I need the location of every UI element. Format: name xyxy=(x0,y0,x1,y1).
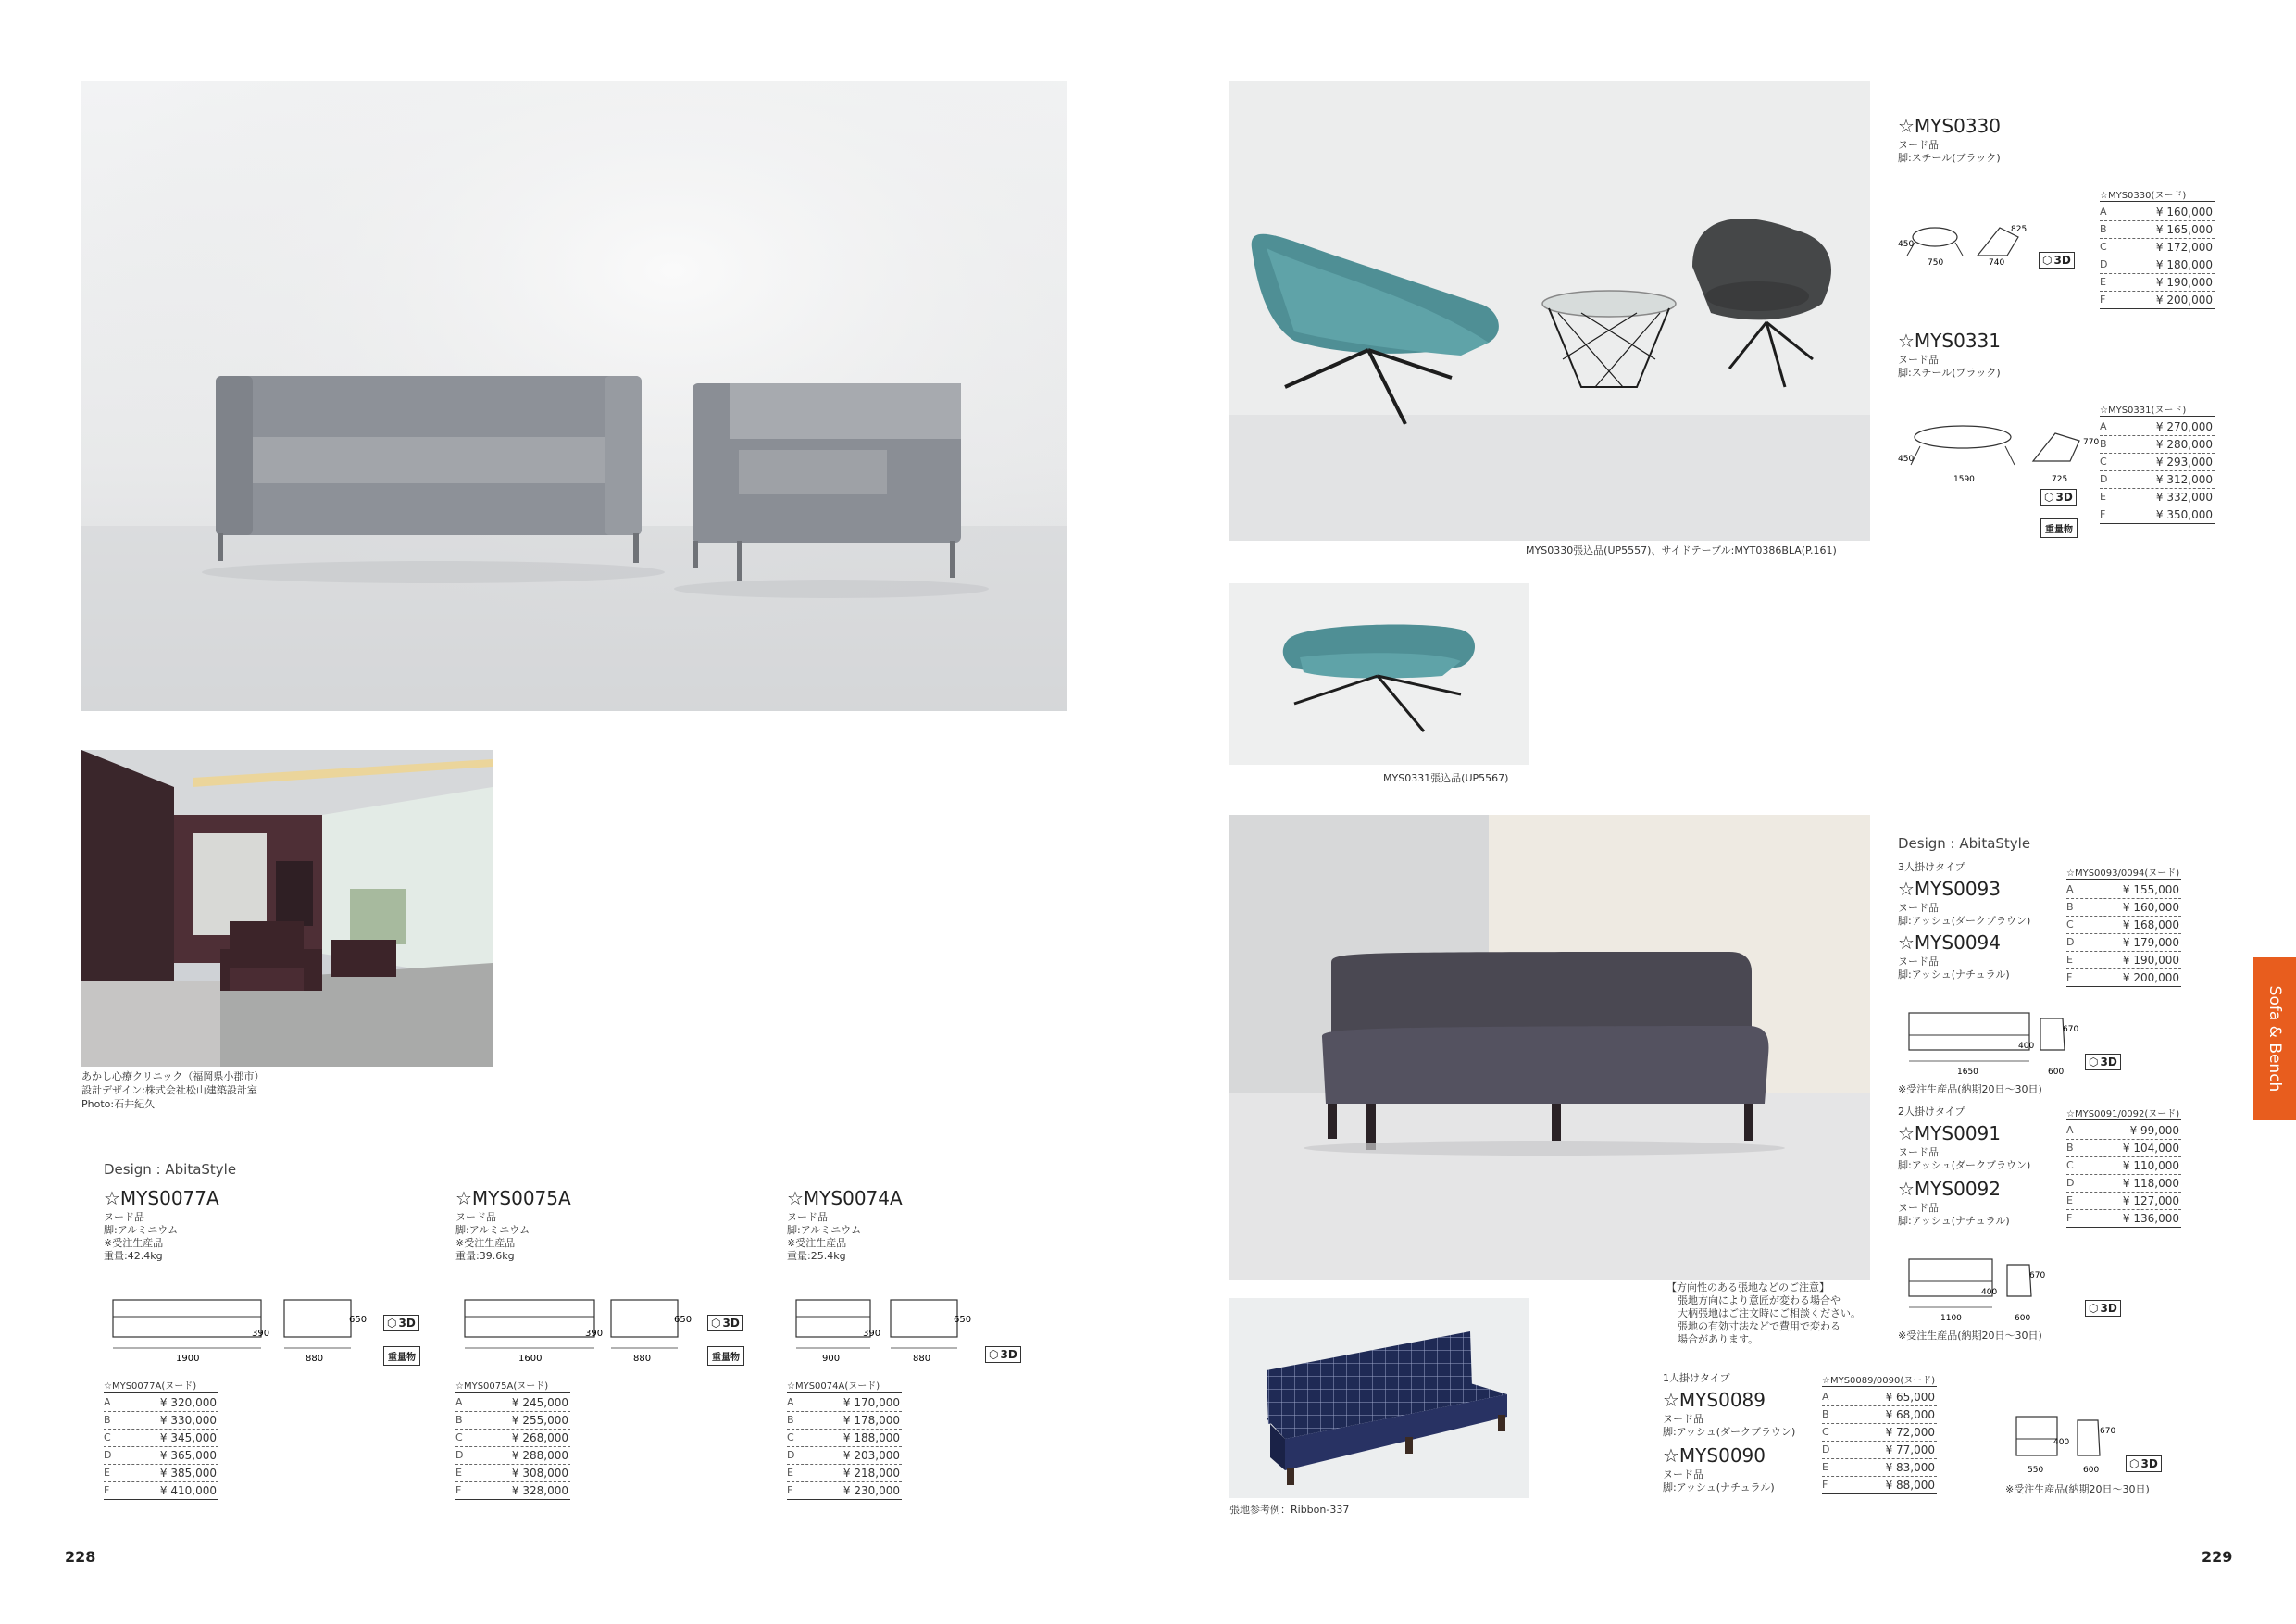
price: ¥ 136,000 xyxy=(2122,1212,2179,1225)
dimension-drawing-mys0077a xyxy=(104,1294,381,1368)
grade: A xyxy=(2066,1124,2074,1136)
price-table-header: ☆MYS0093/0094(ヌード) xyxy=(2066,865,2181,880)
dimension-drawing-mys0330 xyxy=(1898,219,2037,270)
clinic-caption xyxy=(81,1069,264,1111)
note-line: 脚:アッシュ(ダークブラウン) xyxy=(1663,1426,1796,1438)
grade: C xyxy=(2066,918,2074,931)
cube-icon: ⬡ xyxy=(2089,1302,2099,1315)
grade: F xyxy=(2066,971,2073,983)
grade: A xyxy=(104,1396,111,1408)
price: ¥ 230,000 xyxy=(842,1484,900,1497)
product-name-mys0092: ☆MYS0092 xyxy=(1898,1178,2001,1200)
price-table-mys0091-0092 xyxy=(2066,1106,2181,1228)
dim-height2: 825 xyxy=(2011,225,2028,234)
note-line: 大柄張地はご注文時にご相談ください。 xyxy=(1678,1307,1861,1319)
note-line: ヌード品 xyxy=(1898,956,1939,968)
note-line: ヌード品 xyxy=(1663,1413,1703,1425)
grade: F xyxy=(104,1484,110,1496)
note-line: 脚:アッシュ(ナチュラル) xyxy=(1898,968,2010,981)
dim-height2: 670 xyxy=(2100,1427,2116,1436)
price: ¥ 188,000 xyxy=(842,1431,900,1444)
price-table-header: ☆MYS0089/0090(ヌード) xyxy=(1822,1372,1937,1387)
heavy-badge-mys0077a: 重量物 xyxy=(383,1346,420,1366)
product-notes-mys0091 xyxy=(1898,1146,2030,1172)
note-line: 脚:アルミニウム xyxy=(104,1224,179,1236)
price: ¥ 168,000 xyxy=(2122,918,2179,931)
grade: F xyxy=(2066,1212,2073,1224)
price: ¥ 110,000 xyxy=(2122,1159,2179,1172)
price: ¥ 190,000 xyxy=(2155,276,2213,289)
product-name-mys0091: ☆MYS0091 xyxy=(1898,1122,2001,1144)
price-table-mys0089-0090 xyxy=(1822,1372,1937,1494)
product-name-mys0074a: ☆MYS0074A xyxy=(787,1187,903,1209)
product-name-mys0094: ☆MYS0094 xyxy=(1898,931,2001,954)
made-to-order-1seat: ※受注生産品(納期20日〜30日) xyxy=(2005,1483,2150,1495)
note-line: 脚:スチール(ブラック) xyxy=(1898,152,2001,164)
note-line: ヌード品 xyxy=(1663,1468,1703,1480)
price: ¥ 170,000 xyxy=(842,1396,900,1409)
grade: B xyxy=(104,1414,111,1426)
product-notes-mys0090 xyxy=(1663,1468,1775,1494)
price: ¥ 312,000 xyxy=(2155,473,2213,486)
dim-height: 450 xyxy=(1898,455,1915,464)
price: ¥ 68,000 xyxy=(1885,1408,1935,1421)
grade: C xyxy=(2100,241,2107,253)
price: ¥ 320,000 xyxy=(159,1396,217,1409)
dim-height: 390 xyxy=(252,1329,270,1339)
dim-depth: 600 xyxy=(2015,1314,2031,1323)
dim-height: 450 xyxy=(1898,240,1915,249)
price: ¥ 99,000 xyxy=(2129,1124,2179,1137)
dim-height2: 650 xyxy=(954,1315,972,1325)
product-notes-mys0089 xyxy=(1663,1413,1795,1439)
cube-icon: ⬡ xyxy=(387,1317,397,1330)
price: ¥ 65,000 xyxy=(1885,1391,1935,1404)
dim-depth: 880 xyxy=(913,1354,931,1364)
price: ¥ 270,000 xyxy=(2155,420,2213,433)
dim-height: 400 xyxy=(1981,1288,1998,1297)
type-label-3seat: 3人掛けタイプ xyxy=(1898,861,1965,873)
dimension-drawing-mys0074a xyxy=(787,1294,991,1368)
grade: E xyxy=(104,1467,110,1479)
made-to-order-2seat: ※受注生産品(納期20日〜30日) xyxy=(1898,1330,2042,1342)
3d-label: 3D xyxy=(398,1317,416,1330)
clinic-interior-photo xyxy=(81,750,493,1067)
grade: F xyxy=(455,1484,462,1496)
3d-badge-mys0089[interactable] xyxy=(2126,1455,2162,1472)
note-line: 脚:アルミニウム xyxy=(787,1224,862,1236)
lounge-set-photo xyxy=(1229,81,1870,541)
price-table-header: ☆MYS0091/0092(ヌード) xyxy=(2066,1106,2181,1120)
small-photo-caption: MYS0331張込品(UP5567) xyxy=(1383,772,1509,784)
product-notes-mys0094 xyxy=(1898,956,2010,981)
product-notes-mys0074a xyxy=(787,1211,861,1263)
grade: C xyxy=(1822,1426,1829,1438)
price: ¥ 200,000 xyxy=(2122,971,2179,984)
grade: E xyxy=(2100,276,2106,288)
grade: F xyxy=(2100,508,2106,520)
note-line: ※受注生産品 xyxy=(455,1237,516,1249)
3d-label: 3D xyxy=(2100,1302,2117,1315)
hero-sofa-photo xyxy=(81,81,1067,711)
price: ¥ 104,000 xyxy=(2122,1142,2179,1155)
price: ¥ 345,000 xyxy=(159,1431,217,1444)
product-name-mys0090: ☆MYS0090 xyxy=(1663,1444,1766,1467)
note-line: ヌード品 xyxy=(104,1211,144,1223)
grade: B xyxy=(2100,223,2107,235)
price: ¥ 280,000 xyxy=(2155,438,2213,451)
dim-depth: 600 xyxy=(2048,1068,2065,1077)
dim-height2: 770 xyxy=(2083,438,2100,447)
price: ¥ 203,000 xyxy=(842,1449,900,1462)
note-line: 重量:42.4kg xyxy=(104,1250,163,1262)
product-notes-mys0330 xyxy=(1898,139,2001,165)
price: ¥ 330,000 xyxy=(159,1414,217,1427)
3d-label: 3D xyxy=(722,1317,740,1330)
grade: B xyxy=(2100,438,2107,450)
product-notes-mys0075a xyxy=(455,1211,530,1263)
grade: D xyxy=(2066,936,2075,948)
section-tab-label: Sofa & Bench xyxy=(2265,985,2284,1093)
cube-icon: ⬡ xyxy=(711,1317,721,1330)
dim-height: 400 xyxy=(2018,1042,2035,1051)
grade: B xyxy=(1822,1408,1829,1420)
clinic-caption-line3: Photo:石井紀久 xyxy=(81,1098,156,1110)
price-table-mys0075a xyxy=(455,1378,570,1500)
dimension-drawing-mys0093 xyxy=(1900,1007,2122,1081)
grade: D xyxy=(455,1449,464,1461)
note-line: 重量:39.6kg xyxy=(455,1250,515,1262)
dim-depth: 600 xyxy=(2083,1466,2100,1475)
price-table-header: ☆MYS0074A(ヌード) xyxy=(787,1378,902,1393)
note-line: 場合があります。 xyxy=(1678,1333,1759,1345)
grade: F xyxy=(1822,1479,1828,1491)
clinic-caption-line1: あかし心療クリニック（福岡県小郡市） xyxy=(81,1070,265,1082)
note-line: 脚:アッシュ(ナチュラル) xyxy=(1663,1481,1775,1493)
price: ¥ 293,000 xyxy=(2155,456,2213,468)
ribbon-bench-photo xyxy=(1229,1298,1529,1498)
product-name-mys0331: ☆MYS0331 xyxy=(1898,330,2001,352)
grade: A xyxy=(455,1396,463,1408)
price-table-header: ☆MYS0077A(ヌード) xyxy=(104,1378,218,1393)
price-table-mys0074a xyxy=(787,1378,902,1500)
dim-width: 550 xyxy=(2028,1466,2044,1475)
dim-height: 400 xyxy=(2053,1438,2070,1447)
dim-height2: 670 xyxy=(2029,1271,2046,1280)
dim-depth: 740 xyxy=(1989,258,2005,268)
product-notes-mys0077a xyxy=(104,1211,178,1263)
page-number-left: 228 xyxy=(65,1548,96,1566)
grade: C xyxy=(787,1431,794,1443)
page-number-right: 229 xyxy=(2202,1548,2233,1566)
product-name-mys0089: ☆MYS0089 xyxy=(1663,1389,1766,1411)
price: ¥ 255,000 xyxy=(511,1414,568,1427)
note-line: ヌード品 xyxy=(787,1211,828,1223)
price: ¥ 410,000 xyxy=(159,1484,217,1497)
product-notes-mys0093 xyxy=(1898,902,2030,928)
3d-badge-mys0074a[interactable] xyxy=(985,1346,1021,1363)
price: ¥ 268,000 xyxy=(511,1431,568,1444)
dim-height: 390 xyxy=(863,1329,881,1339)
3d-badge-mys0077a[interactable] xyxy=(383,1315,419,1331)
section-tab[interactable] xyxy=(2253,957,2296,1120)
grade: B xyxy=(2066,1142,2074,1154)
note-line: ヌード品 xyxy=(455,1211,496,1223)
grade: D xyxy=(104,1449,112,1461)
grade: E xyxy=(2066,1194,2073,1206)
cube-icon: ⬡ xyxy=(989,1348,999,1361)
price-table-mys0330 xyxy=(2100,187,2215,309)
price: ¥ 350,000 xyxy=(2155,508,2213,521)
3d-badge-mys0330[interactable] xyxy=(2039,252,2075,269)
grade: E xyxy=(787,1467,793,1479)
dim-depth: 725 xyxy=(2052,475,2068,484)
price: ¥ 77,000 xyxy=(1885,1443,1935,1456)
note-line: ※受注生産品 xyxy=(104,1237,164,1249)
grade: E xyxy=(1822,1461,1828,1473)
dim-width: 1590 xyxy=(1953,475,1975,484)
dim-width: 900 xyxy=(822,1354,841,1364)
type-label-1seat: 1人掛けタイプ xyxy=(1663,1372,1730,1384)
grade: B xyxy=(2066,901,2074,913)
design-label-left: Design : AbitaStyle xyxy=(104,1161,237,1178)
price: ¥ 172,000 xyxy=(2155,241,2213,254)
ribbon-caption: 張地参考例：Ribbon-337 xyxy=(1229,1504,1350,1516)
price: ¥ 288,000 xyxy=(511,1449,568,1462)
3d-label: 3D xyxy=(2100,1056,2117,1068)
price: ¥ 332,000 xyxy=(2155,491,2213,504)
grade: E xyxy=(2100,491,2106,503)
grade: A xyxy=(2066,883,2074,895)
product-notes-mys0092 xyxy=(1898,1202,2010,1228)
dim-depth: 880 xyxy=(633,1354,652,1364)
dim-width: 1650 xyxy=(1957,1068,1978,1077)
note-line: ヌード品 xyxy=(1898,354,1939,366)
price: ¥ 308,000 xyxy=(511,1467,568,1480)
clinic-caption-line2: 設計デザイン:株式会社松山建築設計室 xyxy=(81,1084,257,1096)
product-name-mys0075a: ☆MYS0075A xyxy=(455,1187,571,1209)
grade: C xyxy=(455,1431,463,1443)
design-label-right: Design : AbitaStyle xyxy=(1898,835,2031,852)
price: ¥ 218,000 xyxy=(842,1467,900,1480)
price: ¥ 160,000 xyxy=(2155,206,2213,219)
product-name-mys0330: ☆MYS0330 xyxy=(1898,115,2001,137)
product-notes-mys0331 xyxy=(1898,354,2001,380)
3d-badge-mys0331[interactable] xyxy=(2040,489,2077,506)
dim-height2: 670 xyxy=(2063,1025,2079,1034)
3d-badge-mys0093[interactable] xyxy=(2085,1054,2121,1070)
grade: A xyxy=(2100,206,2107,218)
note-line: 脚:アッシュ(ダークブラウン) xyxy=(1898,915,2031,927)
dimension-drawing-mys0331 xyxy=(1898,417,2103,485)
fabric-direction-note xyxy=(1666,1281,1861,1346)
dim-height2: 650 xyxy=(674,1315,693,1325)
product-name-mys0077a: ☆MYS0077A xyxy=(104,1187,219,1209)
made-to-order-3seat: ※受注生産品(納期20日〜30日) xyxy=(1898,1083,2042,1095)
note-line: ※受注生産品 xyxy=(787,1237,847,1249)
note-line: ヌード品 xyxy=(1898,139,1939,151)
price: ¥ 72,000 xyxy=(1885,1426,1935,1439)
3d-label: 3D xyxy=(2055,491,2073,504)
price: ¥ 190,000 xyxy=(2122,954,2179,967)
3d-label: 3D xyxy=(1000,1348,1017,1361)
note-line: 脚:アルミニウム xyxy=(455,1224,530,1236)
price: ¥ 83,000 xyxy=(1885,1461,1935,1474)
top-photo-caption: MYS0330張込品(UP5557)、サイドテーブル:MYT0386BLA(P.161) xyxy=(1526,544,1837,556)
price: ¥ 180,000 xyxy=(2155,258,2213,271)
grade: F xyxy=(2100,294,2106,306)
note-line: 張地方向により意匠が変わる場合や xyxy=(1678,1294,1841,1306)
price: ¥ 245,000 xyxy=(511,1396,568,1409)
price: ¥ 385,000 xyxy=(159,1467,217,1480)
price-table-header: ☆MYS0330(ヌード) xyxy=(2100,187,2215,202)
price: ¥ 88,000 xyxy=(1885,1479,1935,1492)
grade: B xyxy=(787,1414,794,1426)
price-table-header: ☆MYS0331(ヌード) xyxy=(2100,402,2215,417)
grade: B xyxy=(455,1414,463,1426)
grade: E xyxy=(455,1467,462,1479)
grade: A xyxy=(787,1396,794,1408)
grade: F xyxy=(787,1484,793,1496)
cube-icon: ⬡ xyxy=(2129,1457,2140,1470)
price: ¥ 118,000 xyxy=(2122,1177,2179,1190)
grade: C xyxy=(2066,1159,2074,1171)
dimension-drawing-mys0089 xyxy=(2007,1411,2128,1478)
price: ¥ 365,000 xyxy=(159,1449,217,1462)
grade: A xyxy=(1822,1391,1829,1403)
type-label-2seat: 2人掛けタイプ xyxy=(1898,1106,1965,1118)
grade: C xyxy=(2100,456,2107,468)
grade: E xyxy=(2066,954,2073,966)
price-table-mys0331 xyxy=(2100,402,2215,524)
teal-sofa-small-photo xyxy=(1229,583,1529,765)
dim-width: 1900 xyxy=(176,1354,200,1364)
dim-width: 1600 xyxy=(518,1354,543,1364)
note-line: 重量:25.4kg xyxy=(787,1250,846,1262)
note-line: 張地の有効寸法などで費用で変わる xyxy=(1678,1320,1841,1332)
dim-height: 390 xyxy=(585,1329,604,1339)
grade: D xyxy=(2100,473,2108,485)
price-table-mys0093-0094 xyxy=(2066,865,2181,987)
grade: D xyxy=(2100,258,2108,270)
price: ¥ 160,000 xyxy=(2122,901,2179,914)
price: ¥ 178,000 xyxy=(842,1414,900,1427)
price-table-mys0077a xyxy=(104,1378,218,1500)
cube-icon: ⬡ xyxy=(2089,1056,2099,1068)
dimension-drawing-mys0091 xyxy=(1900,1254,2094,1328)
dim-width: 750 xyxy=(1928,258,1944,268)
price: ¥ 127,000 xyxy=(2122,1194,2179,1207)
note-line: ヌード品 xyxy=(1898,902,1939,914)
cube-icon: ⬡ xyxy=(2044,491,2054,504)
price: ¥ 179,000 xyxy=(2122,936,2179,949)
product-name-mys0093: ☆MYS0093 xyxy=(1898,878,2001,900)
grade: A xyxy=(2100,420,2107,432)
3d-label: 3D xyxy=(2053,254,2071,267)
dim-height2: 650 xyxy=(349,1315,368,1325)
note-line: 【方向性のある張地などのご注意】 xyxy=(1666,1281,1829,1293)
dim-width: 1100 xyxy=(1940,1314,1962,1323)
3d-label: 3D xyxy=(2140,1457,2158,1470)
price-table-header: ☆MYS0075A(ヌード) xyxy=(455,1378,570,1393)
bench-photo xyxy=(1229,815,1870,1280)
heavy-badge-mys0331: 重量物 xyxy=(2040,518,2078,538)
3d-badge-mys0075a[interactable] xyxy=(707,1315,743,1331)
note-line: 脚:アッシュ(ナチュラル) xyxy=(1898,1215,2010,1227)
grade: C xyxy=(104,1431,111,1443)
cube-icon: ⬡ xyxy=(2042,254,2053,267)
grade: D xyxy=(787,1449,795,1461)
note-line: ヌード品 xyxy=(1898,1202,1939,1214)
price: ¥ 200,000 xyxy=(2155,294,2213,306)
3d-badge-mys0091[interactable] xyxy=(2085,1300,2121,1317)
price: ¥ 328,000 xyxy=(511,1484,568,1497)
price: ¥ 155,000 xyxy=(2122,883,2179,896)
dim-depth: 880 xyxy=(306,1354,324,1364)
note-line: 脚:アッシュ(ダークブラウン) xyxy=(1898,1159,2031,1171)
price: ¥ 165,000 xyxy=(2155,223,2213,236)
grade: D xyxy=(1822,1443,1830,1455)
grade: D xyxy=(2066,1177,2075,1189)
note-line: 脚:スチール(ブラック) xyxy=(1898,367,2001,379)
dimension-drawing-mys0075a xyxy=(455,1294,705,1368)
heavy-badge-mys0075a: 重量物 xyxy=(707,1346,744,1366)
note-line: ヌード品 xyxy=(1898,1146,1939,1158)
